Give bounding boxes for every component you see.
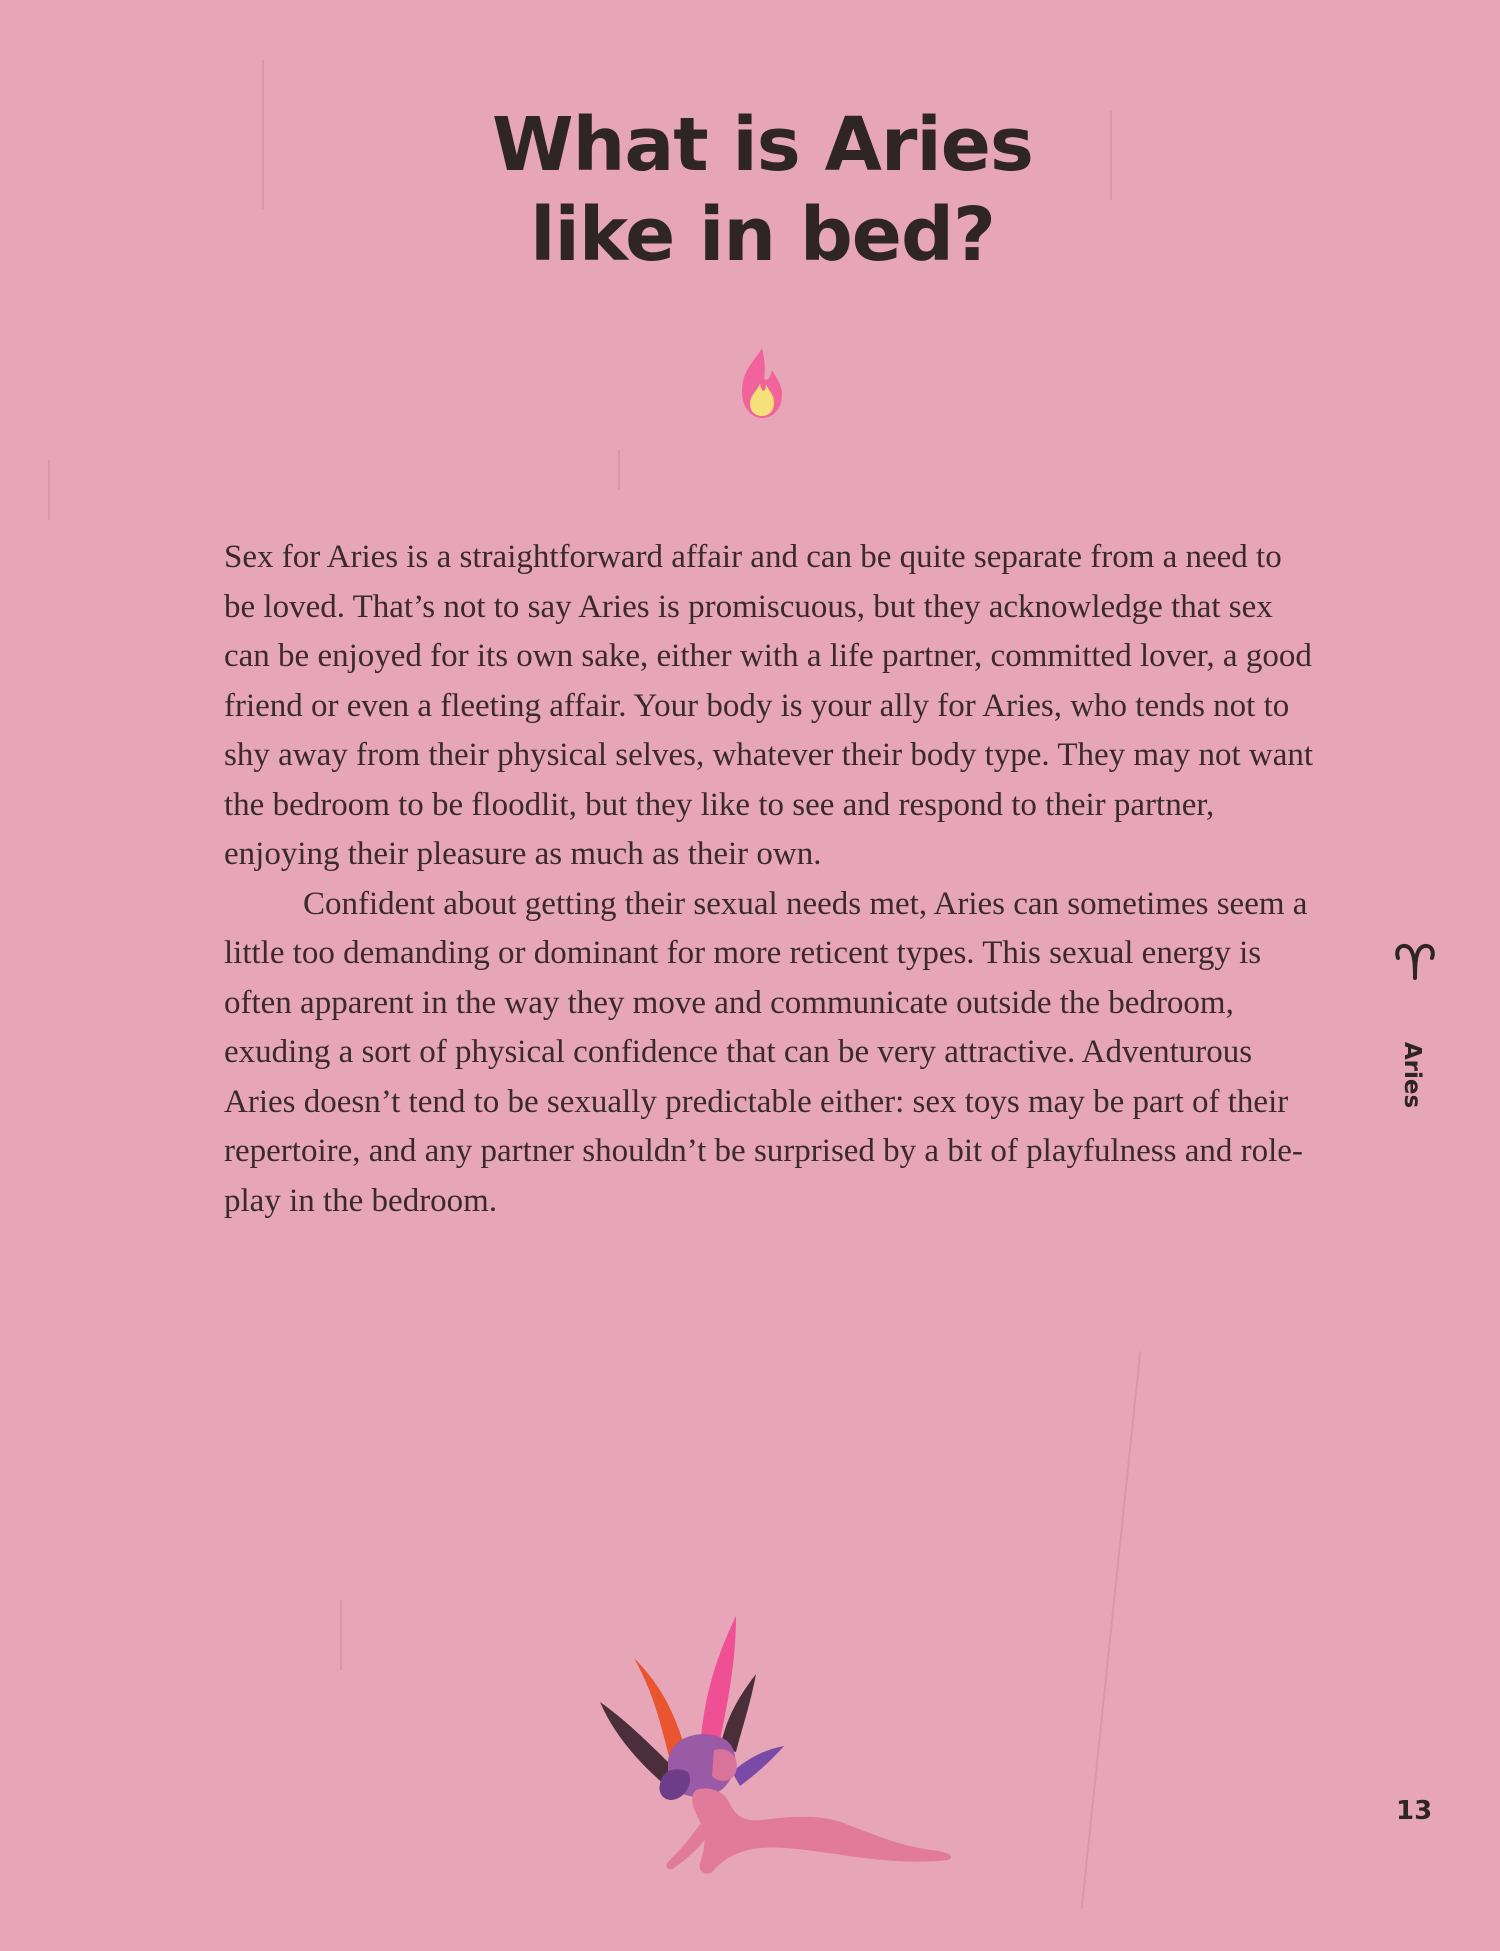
paper-scratch (1081, 1351, 1142, 1908)
paper-scratch (340, 1600, 342, 1670)
page-title-line-1: What is Aries (492, 102, 1033, 188)
aries-glyph-icon (1392, 940, 1438, 980)
page-title (0, 100, 1500, 280)
page-number: 13 (1396, 1796, 1433, 1826)
body-paragraph-2: Confident about getting their sexual needs met, Aries can sometimes seem a little too demanding or dominant for more reticent types. This sexual energy is often apparent in the way they move and communicate outside the bedroom, exuding a sort of physical confidence that can be very attractive. Adventurous Aries doesn’t tend to be sexually predictable either: sex toys may be part of their repertoire, and any partner shouldn’t be surprised by a bit of playfulness and role-play in the bedroom. (224, 885, 1308, 1219)
flame-icon (732, 344, 790, 424)
side-sign-label-text: Aries (1399, 1041, 1425, 1109)
body-text (224, 533, 1314, 1226)
paper-scratch (48, 460, 50, 520)
page-title-line-2: like in bed? (530, 192, 995, 278)
body-paragraph-1: Sex for Aries is a straightforward affair and can be quite separate from a need to be loved. That’s not to say Aries is promiscuous, but they acknowledge that sex can be enjoyed for its own sake, either with a life partner, committed lover, a good friend or even a fleeting affair. Your body is your ally for Aries, who tends not to shy away from their physical selves, whatever their body type. They may not want the bedroom to be floodlit, but they like to see and respond to their partner, enjoying their pleasure as much as their own. (224, 539, 1314, 872)
reclining-figure-illustration (596, 1610, 966, 1880)
paper-scratch (618, 450, 620, 490)
